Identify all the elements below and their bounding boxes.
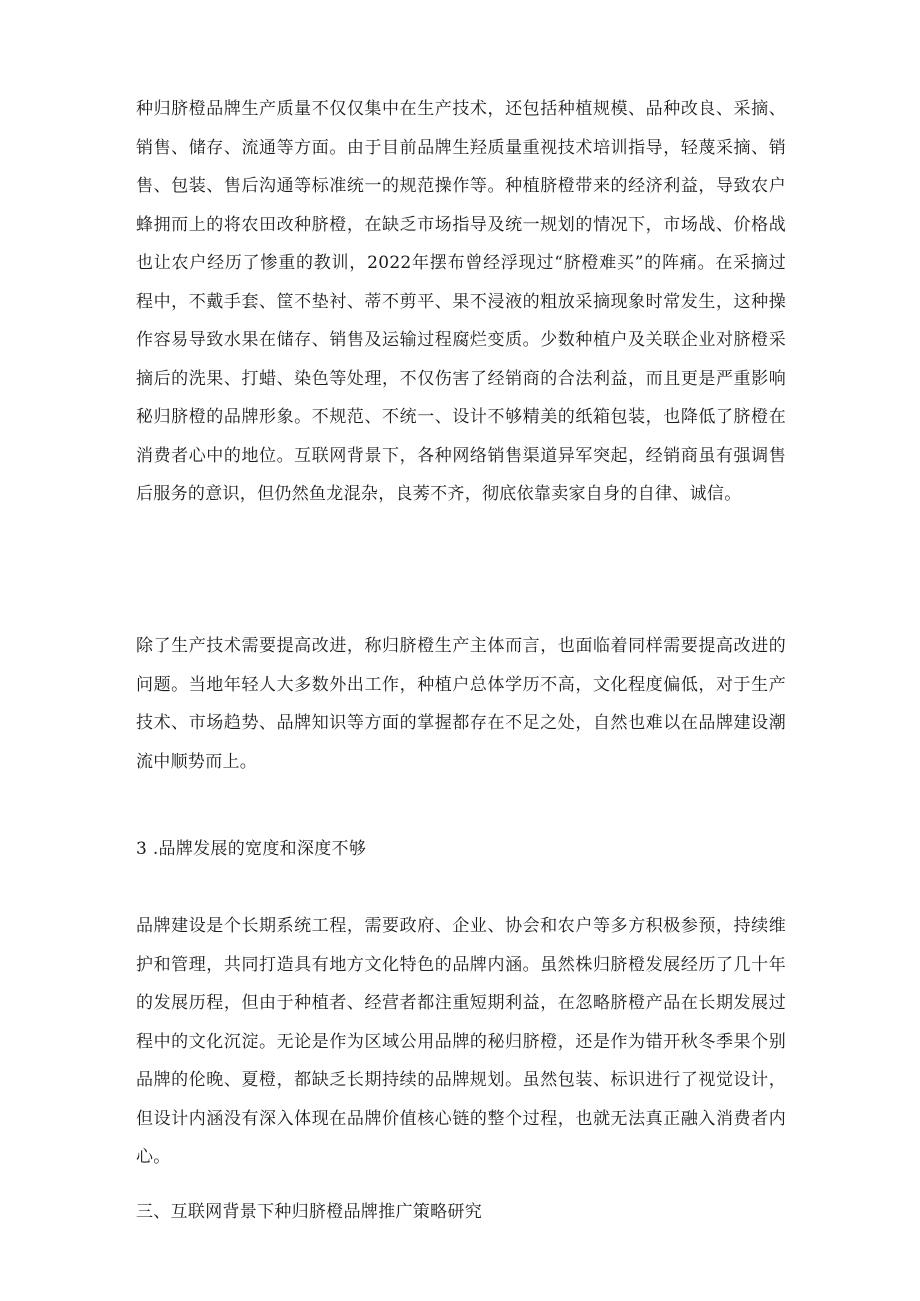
- paragraph-production-quality: 种归脐橙品牌生产质量不仅仅集中在生产技术，还包括种植规模、品种改良、采摘、销售、储存、流通等方面。由于目前品牌生羟质量重视技术培训指导，轻蔑采摘、销售、包装、售后沟通等标准统一的规范操作等。种植脐橙带来的经济利益，导致农户蜂拥而上的将农田改种脐橙，在缺乏市场指导及统一规划的情况下，市场战、价格战也让农户经历了惨重的教训，2022年摆布曾经浮现过“脐橙难买”的阵痛。在采摘过程中，不戴手套、筐不垫衬、蒂不剪平、果不浸液的粗放采摘现象时常发生，这种操作容易导致水果在储存、销售及运输过程腐烂变质。少数种植户及关联企业对脐橙采摘后的洗果、打蜡、染色等处理，不仅伤害了经销商的合法利益，而且更是严重影响秘归脐橙的品牌形象。不规范、不统一、设计不够精美的纸箱包装，也降低了脐橙在消费者心中的地位。互联网背景下，各种网络销售渠道异军突起，经销商虽有强调售后服务的意识，但仍然鱼龙混杂，良莠不齐，彻底依靠卖家自身的自律、诚信。: [136, 99, 786, 504]
- paragraph-producers: 除了生产技术需要提高改进，称归脐橙生产主体而言，也面临着同样需要提高改进的问题。当地年轻人大多数外出工作，种植户总体学历不高，文化程度偏低，对于生产技术、市场趋势、品牌知识等方面的掌握都存在不足之处，自然也难以在品牌建设潮流中顺势而上。: [136, 636, 786, 772]
- section-heading-brand-depth: 3 .品牌发展的宽度和深度不够: [136, 839, 367, 859]
- section-heading-promotion-strategy: 三、互联网背景下种归脐橙品牌推广策略研究: [136, 1202, 482, 1222]
- paragraph-brand-building: 品牌建设是个长期系统工程，需要政府、企业、协会和农户等多方积极参预，持续维护和管理，共同打造具有地方文化特色的品牌内涵。虽然株归脐橙发展经历了几十年的发展历程，但由于种植者、经营者都注重短期利益，在忽略脐橙产品在长期发展过程中的文化沉淀。无论是作为区域公用品牌的秘归脐橙，还是作为错开秋冬季果个别品牌的伦晚、夏橙，都缺乏长期持续的品牌规划。虽然包装、标识进行了视觉设计，但设计内涵没有深入体现在品牌价值核心链的整个过程，也就无法真正融入消费者内心。: [136, 916, 786, 1167]
